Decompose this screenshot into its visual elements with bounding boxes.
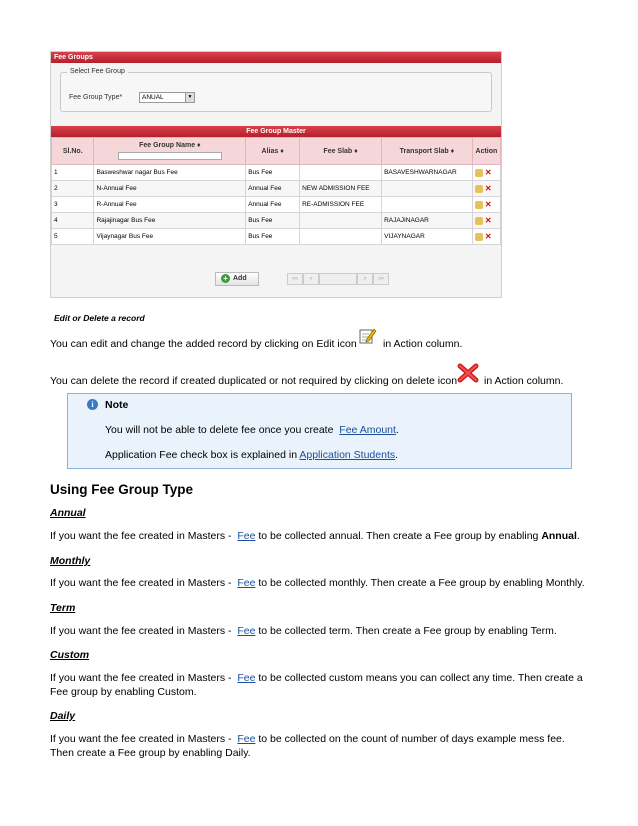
cell-action	[472, 197, 500, 213]
section-heading: Using Fee Group Type	[50, 482, 194, 497]
fee-link[interactable]: Fee	[237, 577, 256, 589]
col-transport-slab[interactable]: Transport Slab ♦	[382, 138, 473, 165]
section-title-monthly: Monthly	[50, 555, 91, 567]
note-line-2	[105, 449, 398, 461]
section-title-term: Term	[50, 602, 76, 614]
delete-icon[interactable]: ✕	[484, 216, 492, 225]
cell-action	[472, 229, 500, 245]
cell-alias: Bus Fee	[246, 213, 300, 229]
col-fee-slab[interactable]: Fee Slab ♦	[300, 138, 382, 165]
section-text-daily-line2: Then create a Fee group by enabling Daily.	[50, 747, 251, 759]
table-row[interactable]	[52, 213, 501, 229]
edit-instruction-before: You can edit and change the added record by clicking on Edit icon	[50, 338, 357, 350]
section-text-pre: If you want the fee created in Masters -	[50, 625, 232, 637]
col-action: Action	[472, 138, 500, 165]
delete-icon[interactable]: ✕	[484, 200, 492, 209]
fee-group-table	[51, 137, 501, 245]
note-line-2-end: .	[395, 449, 399, 461]
delete-icon[interactable]: ✕	[484, 184, 492, 193]
note-line-1	[105, 424, 399, 436]
section-text-post: to be collected custom means you can collect any time. Then create a	[258, 672, 583, 684]
cell-slno: 5	[52, 229, 94, 245]
edit-icon	[359, 327, 377, 344]
edit-icon[interactable]	[475, 201, 483, 209]
pager-last[interactable]: >>	[373, 273, 389, 285]
cell-slab: RE-ADMISSION FEE	[300, 197, 382, 213]
delete-icon[interactable]: ✕	[484, 232, 492, 241]
cell-transport: VIJAYNAGAR	[382, 229, 473, 245]
section-text-annual	[50, 530, 580, 542]
cell-transport: BASAVESHWARNAGAR	[382, 165, 473, 181]
fee-groups-screenshot	[50, 51, 502, 298]
section-text-pre: If you want the fee created in Masters -	[50, 733, 232, 745]
cell-name: R-Annual Fee	[94, 197, 246, 213]
col-fee-group-name-label: Fee Group Name ♦	[139, 142, 201, 149]
note-title: Note	[105, 399, 129, 411]
add-button[interactable]	[215, 272, 259, 286]
delete-instruction	[50, 375, 457, 387]
cell-slab	[300, 229, 382, 245]
cell-alias: Bus Fee	[246, 229, 300, 245]
fee-link[interactable]: Fee	[237, 672, 256, 684]
chevron-down-icon[interactable]: ▼	[185, 93, 194, 102]
edit-instruction	[50, 338, 357, 350]
cell-slab: NEW ADMISSION FEE	[300, 181, 382, 197]
note-box	[67, 393, 572, 469]
section-text-tail: .	[576, 530, 580, 542]
section-text-monthly	[50, 577, 585, 589]
section-text-post: to be collected annual. Then create a Fee group by enabling	[258, 530, 539, 542]
section-text-pre: If you want the fee created in Masters -	[50, 672, 232, 684]
fee-link[interactable]: Fee	[237, 625, 256, 637]
pager-next[interactable]: >	[357, 273, 373, 285]
section-text-daily	[50, 733, 565, 745]
add-button-label: Add	[233, 275, 247, 282]
fee-group-master-title: Fee Group Master	[51, 126, 501, 137]
fee-group-name-filter-input[interactable]	[118, 152, 222, 160]
section-text-pre: If you want the fee created in Masters -	[50, 530, 232, 542]
fee-groups-panel-title: Fee Groups	[51, 52, 501, 63]
note-line-1-end: .	[395, 424, 399, 436]
cell-transport	[382, 197, 473, 213]
section-text-bold: Annual	[541, 530, 577, 542]
section-text-term	[50, 625, 557, 637]
cell-slno: 4	[52, 213, 94, 229]
screenshot-caption: Edit or Delete a record	[54, 313, 145, 323]
cell-action	[472, 213, 500, 229]
fee-group-master	[51, 126, 501, 245]
cell-alias: Annual Fee	[246, 197, 300, 213]
table-row[interactable]	[52, 181, 501, 197]
col-alias[interactable]: Alias ♦	[246, 138, 300, 165]
note-line-1-text: You will not be able to delete fee once you create	[105, 424, 334, 436]
edit-icon[interactable]	[475, 185, 483, 193]
cell-slno: 2	[52, 181, 94, 197]
cell-name: Rajajinagar Bus Fee	[94, 213, 246, 229]
delete-instruction-before: You can delete the record if created duplicated or not required by clicking on delete icon	[50, 375, 458, 387]
section-title-custom: Custom	[50, 649, 90, 661]
pagination	[287, 273, 389, 285]
cell-name: N-Annual Fee	[94, 181, 246, 197]
edit-icon[interactable]	[475, 169, 483, 177]
note-line-2-text: Application Fee check box is explained in	[105, 449, 298, 461]
section-text-post: to be collected monthly. Then create a Fee group by enabling Monthly.	[258, 577, 585, 589]
select-fee-group-fieldset	[60, 68, 492, 112]
fee-link[interactable]: Fee	[237, 530, 256, 542]
cell-name: Basweshwar nagar Bus Fee	[94, 165, 246, 181]
cell-alias: Annual Fee	[246, 181, 300, 197]
table-row[interactable]	[52, 165, 501, 181]
info-icon: i	[87, 399, 98, 410]
table-row[interactable]	[52, 229, 501, 245]
cell-slno: 3	[52, 197, 94, 213]
section-text-pre: If you want the fee created in Masters -	[50, 577, 232, 589]
fee-amount-link[interactable]: Fee Amount	[339, 424, 396, 436]
select-fee-group-legend: Select Fee Group	[67, 68, 128, 75]
table-row[interactable]	[52, 197, 501, 213]
section-text-custom-line2: Fee group by enabling Custom.	[50, 686, 197, 698]
delete-icon	[457, 363, 479, 383]
edit-instruction-after: in Action column.	[383, 338, 463, 350]
section-title-annual: Annual	[50, 507, 86, 519]
cell-slab	[300, 213, 382, 229]
pager-page-input[interactable]	[319, 273, 357, 285]
cell-alias: Bus Fee	[246, 165, 300, 181]
cell-name: Vijaynagar Bus Fee	[94, 229, 246, 245]
cell-transport	[382, 181, 473, 197]
plus-icon: +	[221, 274, 230, 283]
cell-transport: RAJAJINAGAR	[382, 213, 473, 229]
col-slno: Sl.No.	[52, 138, 94, 165]
application-students-link[interactable]: Application Students	[299, 449, 396, 461]
edit-icon[interactable]	[475, 233, 483, 241]
fee-group-type-select[interactable]	[139, 92, 195, 103]
section-title-daily: Daily	[50, 710, 76, 722]
section-text-custom	[50, 672, 583, 684]
edit-icon[interactable]	[475, 217, 483, 225]
cell-action	[472, 165, 500, 181]
fee-link[interactable]: Fee	[237, 733, 256, 745]
fee-group-type-value: ANUAL	[142, 94, 164, 101]
cell-slno: 1	[52, 165, 94, 181]
fee-group-type-label: Fee Group Type*	[69, 94, 123, 101]
delete-icon[interactable]: ✕	[484, 168, 492, 177]
delete-instruction-after: in Action column.	[484, 375, 564, 387]
cell-action	[472, 181, 500, 197]
section-text-post: to be collected term. Then create a Fee group by enabling Term.	[258, 625, 557, 637]
section-text-post: to be collected on the count of number of days example mess fee.	[258, 733, 565, 745]
pager-prev[interactable]: <	[303, 273, 319, 285]
cell-slab	[300, 165, 382, 181]
pager-first[interactable]: <<	[287, 273, 303, 285]
col-fee-group-name[interactable]	[94, 138, 246, 165]
